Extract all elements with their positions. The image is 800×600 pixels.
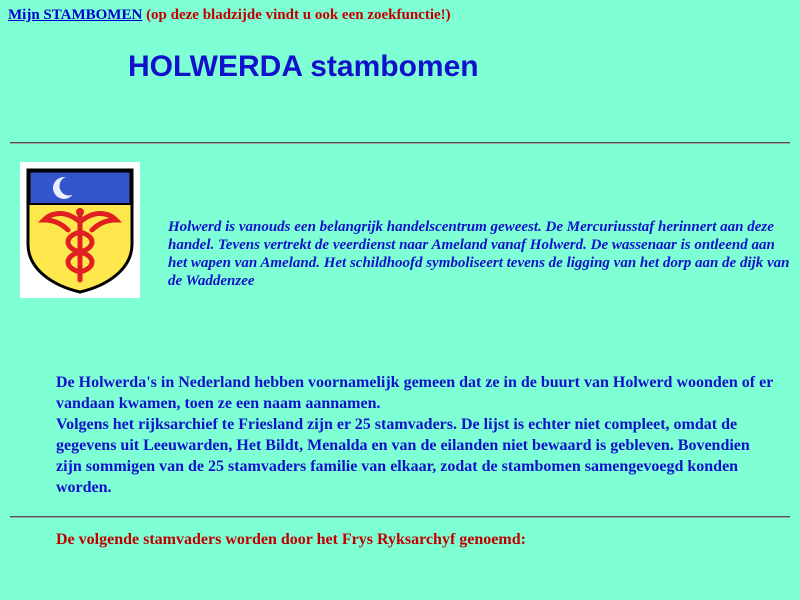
page-title: HOLWERDA stambomen bbox=[128, 50, 479, 83]
intro-paragraph-1: De Holwerda's in Nederland hebben voornamelijk gemeen dat ze in de buurt van Holwerd woonden of er vandaan kwamen, toen ze een naam aannamen. bbox=[56, 374, 774, 412]
crest-caption: Holwerd is vanouds een belangrijk handelscentrum geweest. De Mercuriusstaf herinnert aan deze handel. Tevens vertrekt de veerdienst naar Ameland vanaf Holwerd. De wassenaar is ontleend aan het wapen van Ameland. Het schildhoofd symboliseert tevens de ligging van het dorp aan de dijk van de Waddenzee bbox=[168, 219, 790, 289]
top-navigation bbox=[8, 6, 792, 24]
coat-of-arms-image bbox=[20, 162, 140, 298]
crest-section bbox=[8, 162, 792, 298]
mijn-stambomen-link[interactable]: Mijn STAMBOMEN bbox=[8, 7, 143, 23]
stamvaders-heading: De volgende stamvaders worden door het Frys Ryksarchyf genoemd: bbox=[56, 531, 526, 548]
divider-bottom bbox=[10, 516, 790, 518]
intro-text bbox=[56, 372, 778, 498]
intro-paragraph-2: Volgens het rijksarchief te Friesland zijn er 25 stamvaders. De lijst is echter niet compleet, omdat de gegevens uit Leeuwarden, Het Bildt, Menalda en van de eilanden niet bewaard is gebleven. Bovendien zijn sommigen van de 25 stamvaders familie van elkaar, zodat de stambomen samengevoegd konden worden. bbox=[56, 416, 750, 496]
top-note: (op deze bladzijde vindt u ook een zoekfunctie!) bbox=[142, 7, 451, 23]
divider-top bbox=[10, 142, 790, 144]
